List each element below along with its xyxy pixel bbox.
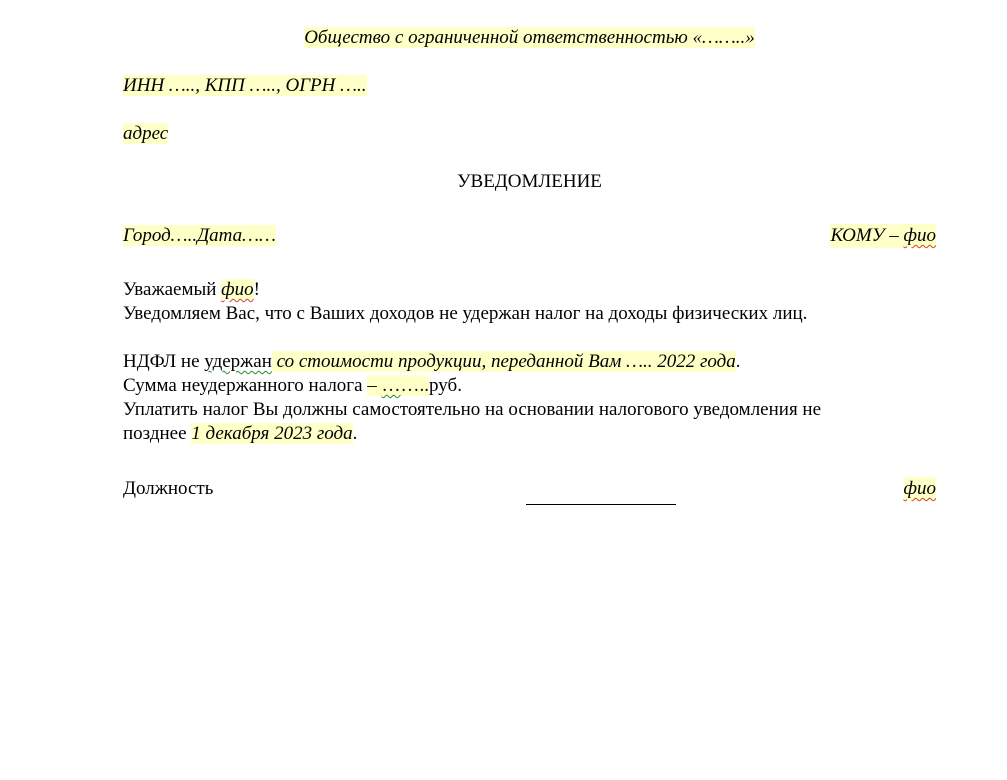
body-line-5-suffix: . — [352, 423, 358, 444]
body-line-2-prefix: НДФЛ не — [123, 351, 205, 372]
body-line-1-text: Уведомляем Вас, что с Ваших доходов не удержан налог на доходы физических лиц. — [123, 303, 808, 324]
body-line-2-highlight: со стоимости продукции, переданной Вам ….. 2022 года — [271, 351, 736, 372]
body-line-3-suffix: руб. — [429, 375, 462, 396]
body-line-3-dots: ….. — [400, 375, 430, 396]
requisites — [123, 74, 936, 98]
greeting-suffix: ! — [253, 279, 260, 300]
requisites-text: ИНН ….., КПП ….., ОГРН ….. — [123, 75, 367, 96]
signature-line — [526, 504, 676, 505]
city-date-row — [123, 224, 936, 248]
city-date: Город…..Дата…… — [123, 225, 276, 246]
signature-row — [123, 477, 936, 501]
body-line-2 — [123, 350, 936, 374]
recipient — [830, 224, 936, 248]
address — [123, 122, 936, 146]
address-text: адрес — [123, 123, 169, 144]
body-line-3 — [123, 374, 936, 398]
body-line-3-highlight: … — [381, 375, 401, 396]
document-title — [123, 170, 936, 194]
body-line-4-text: Уплатить налог Вы должны самостоятельно на основании налогового уведомления не — [123, 399, 822, 420]
body-line-1 — [123, 302, 936, 326]
signature-position: Должность — [123, 478, 214, 499]
greeting — [123, 278, 936, 302]
body-line-5-prefix: позднее — [123, 423, 192, 444]
body-line-4 — [123, 398, 936, 422]
recipient-name: фио — [903, 225, 936, 246]
document-title-text: УВЕДОМЛЕНИЕ — [457, 171, 602, 192]
company-name-text: Общество с ограниченной ответственностью «……..» — [304, 27, 755, 48]
recipient-prefix: КОМУ – — [830, 225, 904, 246]
body-line-2-suffix: . — [735, 351, 741, 372]
signature-name: фио — [903, 478, 936, 499]
body-line-5 — [123, 422, 936, 446]
greeting-name: фио — [221, 279, 254, 300]
body-line-2-word: удержан — [204, 351, 272, 372]
body-line-3-dash: – — [367, 375, 382, 396]
company-name — [123, 26, 936, 50]
greeting-prefix: Уважаемый — [123, 279, 222, 300]
body-line-3-prefix: Сумма неудержанного налога — [123, 375, 368, 396]
body-line-5-highlight: 1 декабря 2023 года — [191, 423, 353, 444]
